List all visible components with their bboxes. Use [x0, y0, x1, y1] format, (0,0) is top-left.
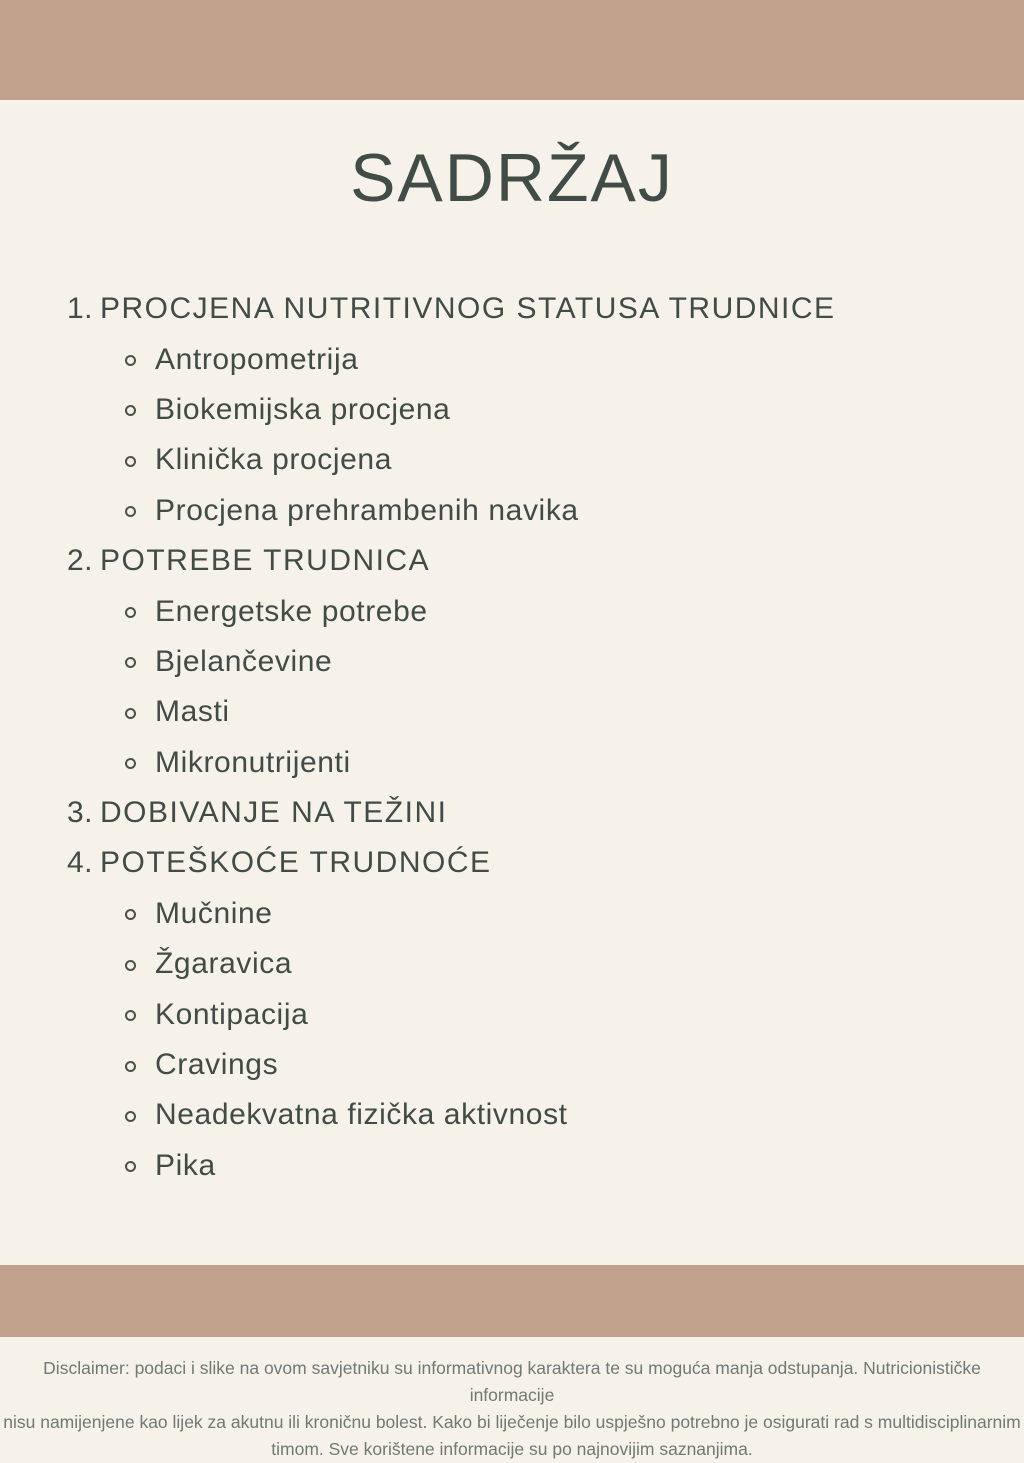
- circle-bullet-icon: [125, 456, 136, 467]
- toc-subitem: [0, 435, 1024, 485]
- circle-bullet-icon: [125, 758, 136, 769]
- circle-bullet-icon: [125, 1161, 136, 1172]
- top-band: [0, 0, 1024, 100]
- circle-bullet-icon: [125, 506, 136, 517]
- circle-bullet-icon: [125, 960, 136, 971]
- toc-subitem: [0, 989, 1024, 1039]
- toc-section-number: 2.: [66, 544, 93, 578]
- toc-subitem: [0, 1040, 1024, 1090]
- toc-subitem-label: Neadekvatna fizička aktivnost: [155, 1098, 568, 1132]
- toc-section-label: POTEŠKOĆE TRUDNOĆE: [100, 846, 492, 880]
- toc-subitem-label: Energetske potrebe: [155, 594, 428, 628]
- toc-subitem-label: Antropometrija: [155, 342, 359, 376]
- toc-subitem-label: Klinička procjena: [155, 443, 392, 477]
- toc-subitem-label: Mučnine: [155, 896, 273, 930]
- toc-subitem-label: Žgaravica: [155, 947, 293, 981]
- toc-subitem: [0, 687, 1024, 737]
- toc-subitem: [0, 1141, 1024, 1191]
- toc-subitem: [0, 385, 1024, 435]
- toc-section: [0, 536, 1024, 586]
- toc-subitem: [0, 486, 1024, 536]
- circle-bullet-icon: [125, 1111, 136, 1122]
- toc-section-number: 1.: [66, 292, 93, 326]
- circle-bullet-icon: [125, 1010, 136, 1021]
- circle-bullet-icon: [125, 405, 136, 416]
- content: [0, 140, 1024, 1191]
- toc-subitem-label: Bjelančevine: [155, 644, 333, 678]
- toc-subitem: [0, 334, 1024, 384]
- toc-section: [0, 838, 1024, 888]
- circle-bullet-icon: [125, 1061, 136, 1072]
- toc-subitem-label: Biokemijska procjena: [155, 392, 451, 426]
- bottom-band: [0, 1265, 1024, 1337]
- toc-subitem: [0, 939, 1024, 989]
- toc-subitem-label: Pika: [155, 1148, 216, 1182]
- disclaimer-line: Disclaimer: podaci i slike na ovom savjetniku su informativnog karaktera te su moguća manja odstupanja. Nutricionističke informacije: [43, 1358, 981, 1406]
- toc-subitem-label: Procjena prehrambenih navika: [155, 493, 579, 527]
- circle-bullet-icon: [125, 708, 136, 719]
- toc-subitem: [0, 889, 1024, 939]
- toc-subitem: [0, 586, 1024, 636]
- disclaimer-line: timom. Sve korištene informacije su po najnovijim saznanjima.: [271, 1439, 753, 1460]
- toc-section: [0, 284, 1024, 334]
- circle-bullet-icon: [125, 355, 136, 366]
- toc-section-number: 4.: [66, 846, 93, 880]
- toc-section-label: DOBIVANJE NA TEŽINI: [100, 796, 448, 830]
- toc-section-label: PROCJENA NUTRITIVNOG STATUSA TRUDNICE: [100, 292, 836, 326]
- disclaimer-line: nisu namijenjene kao lijek za akutnu ili kroničnu bolest. Kako bi liječenje bilo uspješno potrebno je osigurati rad s multidisciplinarnim: [3, 1412, 1021, 1433]
- toc-subitem: [0, 1090, 1024, 1140]
- page-title: SADRŽAJ: [350, 140, 674, 216]
- toc-subitem-label: Kontipacija: [155, 997, 309, 1031]
- toc-subitem-label: Masti: [155, 695, 230, 729]
- circle-bullet-icon: [125, 607, 136, 618]
- toc-subitem: [0, 738, 1024, 788]
- toc-section: [0, 788, 1024, 838]
- circle-bullet-icon: [125, 909, 136, 920]
- disclaimer: [0, 1355, 1024, 1463]
- toc-section-number: 3.: [66, 796, 93, 830]
- toc-list: [0, 284, 1024, 1191]
- toc-subitem-label: Cravings: [155, 1048, 279, 1082]
- circle-bullet-icon: [125, 657, 136, 668]
- toc-subitem: [0, 637, 1024, 687]
- toc-section-label: POTREBE TRUDNICA: [100, 544, 431, 578]
- toc-subitem-label: Mikronutrijenti: [155, 745, 351, 779]
